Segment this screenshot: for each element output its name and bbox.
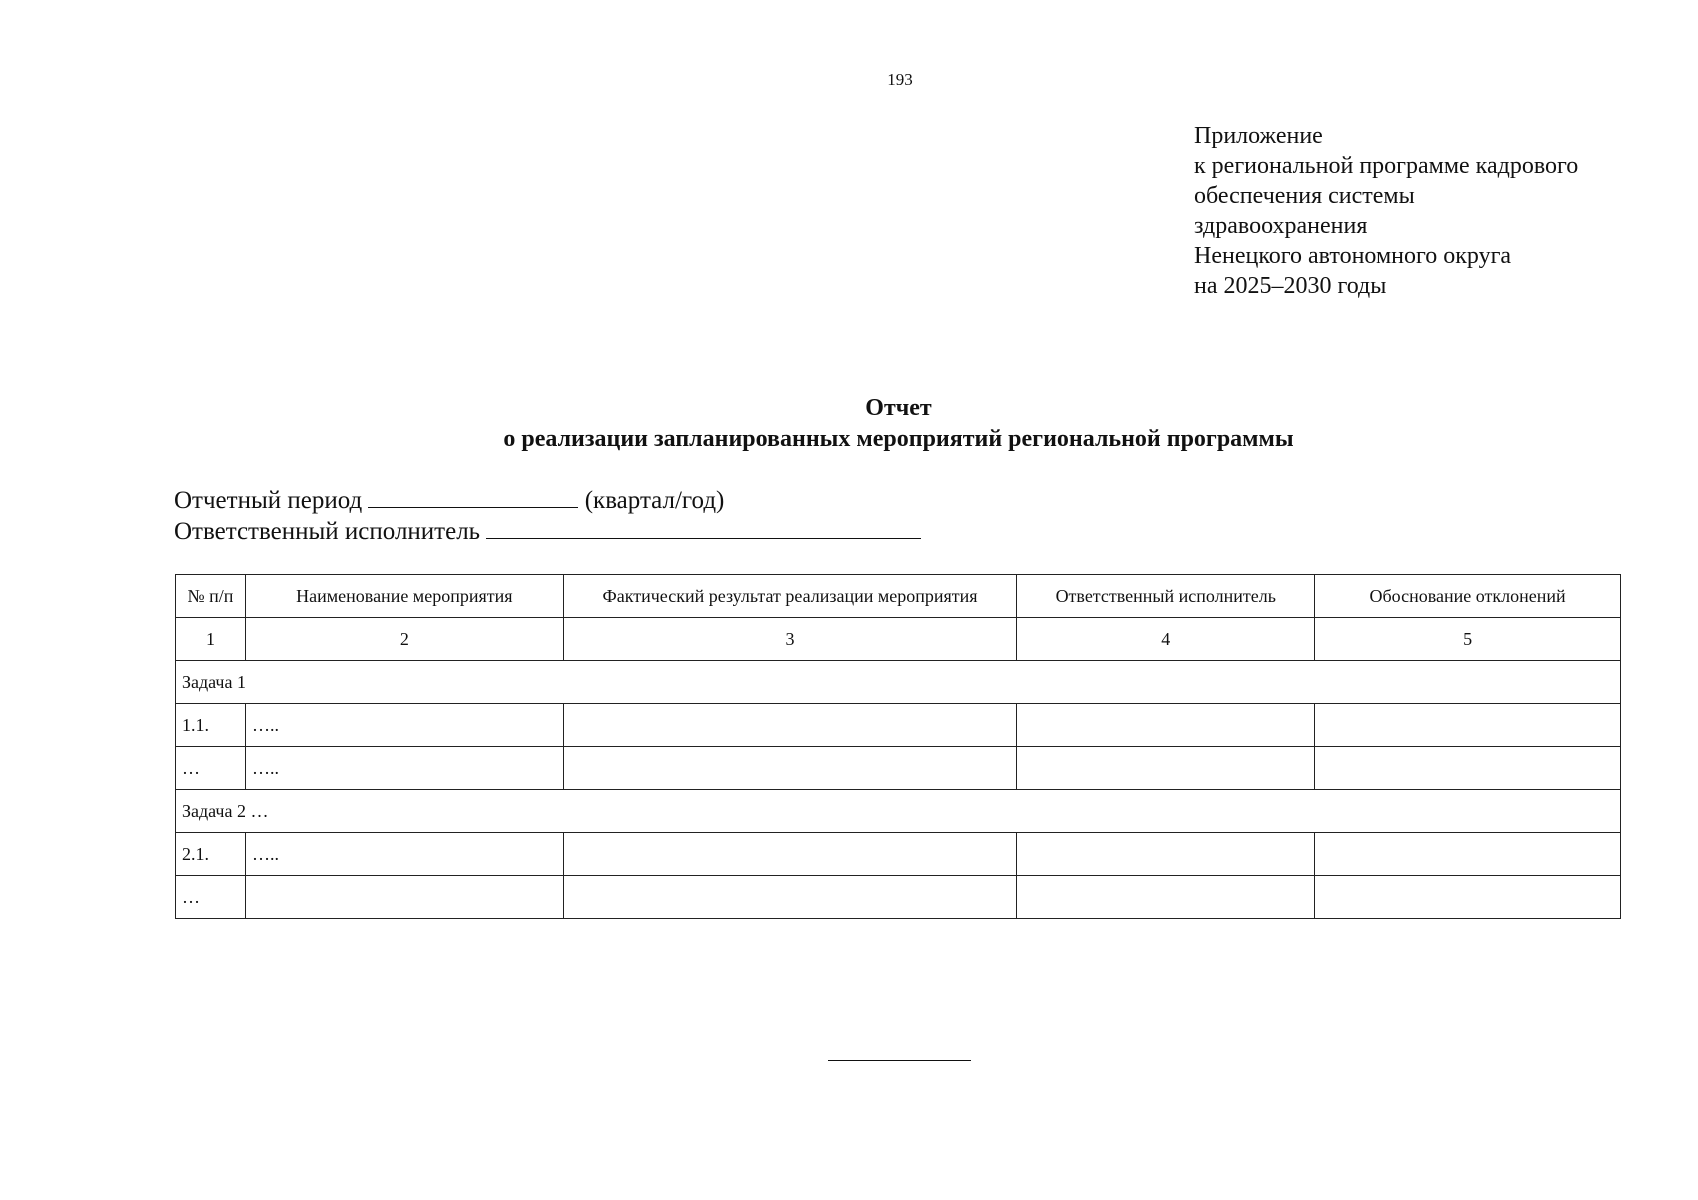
- appendix-line: к региональной программе кадрового: [1194, 153, 1579, 179]
- column-number: 5: [1315, 618, 1621, 661]
- row-result-cell: [563, 747, 1017, 790]
- task-row: [176, 790, 1621, 833]
- period-label: Отчетный период: [174, 487, 363, 514]
- row-number: 1.1.: [176, 704, 246, 747]
- column-number: 1: [176, 618, 246, 661]
- column-number: 4: [1017, 618, 1315, 661]
- row-result-cell: [563, 704, 1017, 747]
- task-row: [176, 661, 1621, 704]
- report-title: [0, 393, 1698, 455]
- executor-field: [174, 516, 921, 547]
- row-deviation-cell: [1315, 833, 1621, 876]
- column-number-row: [176, 618, 1621, 661]
- period-suffix: (квартал/год): [584, 487, 725, 514]
- appendix-line: обеспечения системы: [1194, 183, 1415, 209]
- report-table: [175, 574, 1621, 919]
- closing-rule: [828, 1060, 971, 1061]
- appendix-block: [1194, 121, 1578, 301]
- row-deviation-cell: [1315, 704, 1621, 747]
- executor-blank[interactable]: [486, 516, 921, 539]
- table-row: [176, 833, 1621, 876]
- appendix-line: на 2025–2030 годы: [1194, 273, 1387, 299]
- header-row: [176, 575, 1621, 618]
- row-activity-name: [245, 876, 563, 919]
- row-number: …: [176, 747, 246, 790]
- row-deviation-cell: [1315, 876, 1621, 919]
- row-executor-cell: [1017, 833, 1315, 876]
- title-line-1: Отчет: [865, 395, 932, 421]
- table-row: [176, 876, 1621, 919]
- row-number: …: [176, 876, 246, 919]
- row-deviation-cell: [1315, 747, 1621, 790]
- executor-label: Ответственный исполнитель: [174, 518, 481, 545]
- row-result-cell: [563, 876, 1017, 919]
- appendix-line: Ненецкого автономного округа: [1194, 243, 1512, 269]
- appendix-line: Приложение: [1194, 123, 1323, 149]
- header-cell-deviation: Обоснование отклонений: [1315, 575, 1621, 618]
- header-cell-number: № п/п: [176, 575, 246, 618]
- column-number: 2: [245, 618, 563, 661]
- header-cell-name: Наименование мероприятия: [245, 575, 563, 618]
- title-line-2: о реализации запланированных мероприятий региональной программы: [503, 426, 1294, 452]
- row-activity-name: …..: [245, 704, 563, 747]
- period-field: [174, 485, 921, 516]
- row-activity-name: …..: [245, 747, 563, 790]
- report-fields: [174, 485, 921, 547]
- task-1-label: Задача 1: [176, 661, 1621, 704]
- table-row: [176, 704, 1621, 747]
- header-cell-executor: Ответственный исполнитель: [1017, 575, 1315, 618]
- column-number: 3: [563, 618, 1017, 661]
- task-2-label: Задача 2 …: [176, 790, 1621, 833]
- header-cell-result: Фактический результат реализации мероприятия: [563, 575, 1017, 618]
- page-number: 193: [887, 70, 913, 89]
- period-blank[interactable]: [368, 485, 578, 508]
- row-executor-cell: [1017, 704, 1315, 747]
- row-activity-name: …..: [245, 833, 563, 876]
- row-result-cell: [563, 833, 1017, 876]
- appendix-line: здравоохранения: [1194, 213, 1368, 239]
- table-row: [176, 747, 1621, 790]
- row-executor-cell: [1017, 876, 1315, 919]
- row-executor-cell: [1017, 747, 1315, 790]
- row-number: 2.1.: [176, 833, 246, 876]
